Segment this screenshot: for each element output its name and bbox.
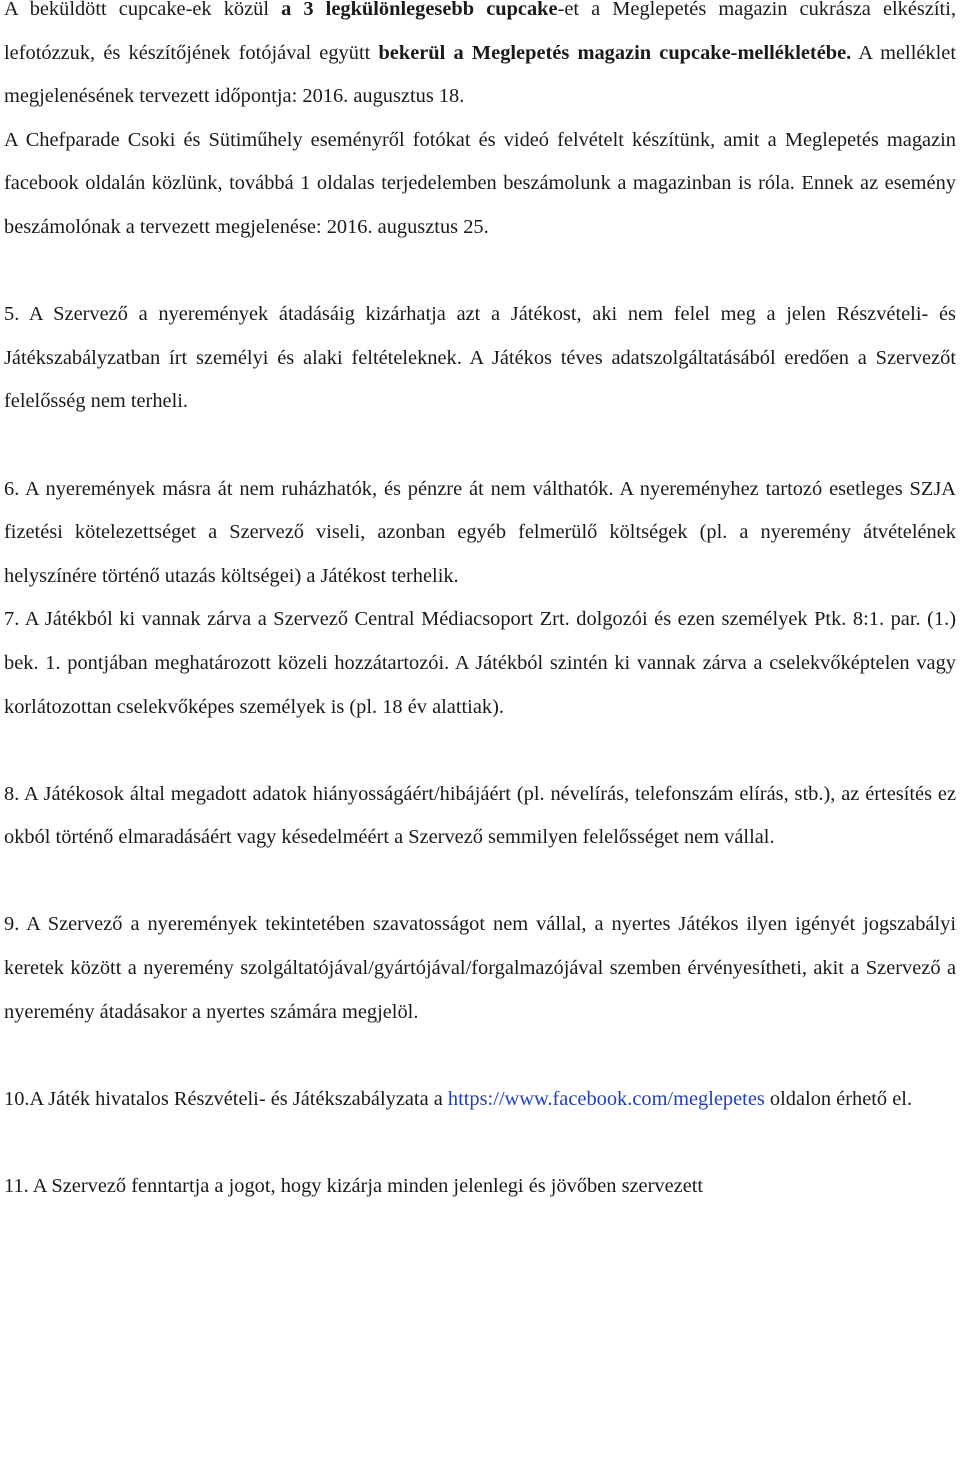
p10-text-1: 10.A Játék hivatalos Részvételi- és Játékszabályzata a — [4, 1087, 448, 1110]
paragraph-gap — [4, 1034, 956, 1078]
paragraph-gap — [4, 250, 956, 294]
paragraph-gap — [4, 424, 956, 468]
document-page — [4, 0, 956, 1209]
paragraph-chefparade: A Chefparade Csoki és Sütiműhely eseményről fotókat és videó felvételt készítünk, amit a Meglepetés magazin facebook oldalán közlünk, továbbá 1 oldalas terjedelemben beszámolunk a magazinban is róla. Ennek az esemény beszámolónak a tervezett megjelenése: 2016. augusztus 25. — [4, 128, 956, 238]
paragraph-gap — [4, 729, 956, 773]
intro-bold-2: bekerül a Meglepetés magazin cupcake-mellékletébe. — [378, 41, 852, 64]
p10-text-2: oldalon érhető el. — [764, 1087, 913, 1110]
intro-text-3: A melléklet megjelenésének tervezett időpontja: 2016. augusztus 18. — [4, 41, 956, 108]
paragraph-intro — [4, 0, 956, 119]
intro-bold-1: a 3 legkülönlegesebb cupcake — [281, 0, 558, 20]
intro-text-1: A beküldött cupcake-ek közül — [4, 0, 282, 20]
paragraph-10 — [4, 1078, 956, 1122]
paragraph-9: 9. A Szervező a nyeremények tekintetében szavatosságot nem vállal, a nyertes Játékos ilyen igényét jogszabályi keretek között a nyeremény szolgáltatójával/gyártójával/forgalmazójával szemben érvényesítheti, akit a Szervező a nyeremény átadásakor a nyertes számára megjelöl. — [4, 913, 956, 1023]
paragraph-5: 5. A Szervező a nyeremények átadásáig kizárhatja azt a Játékost, aki nem felel meg a jelen Részvételi- és Játékszabályzatban írt személyi és alaki feltételeknek. A Játékos téves adatszolgáltatásából eredően a Szervezőt felelősség nem terheli. — [4, 303, 956, 413]
paragraph-gap — [4, 860, 956, 904]
paragraph-11: 11. A Szervező fenntartja a jogot, hogy kizárja minden jelenlegi és jövőben szervezett — [4, 1175, 704, 1198]
paragraph-6: 6. A nyeremények másra át nem ruházhatók, és pénzre át nem válthatók. A nyereményhez tartozó esetleges SZJA fizetési kötelezettséget a Szervező viseli, azonban egyéb felmerülő költségek (pl. a nyeremény átvételének helyszínére történő utazás költségei) a Játékost terhelik. — [4, 477, 956, 587]
paragraph-gap — [4, 1121, 956, 1165]
paragraph-8: 8. A Játékosok által megadott adatok hiányosságáért/hibájáért (pl. névelírás, telefonszám elírás, stb.), az értesítés ez okból történő elmaradásáért vagy késedelméért a Szervező semmilyen felelősséget nem vállal. — [4, 782, 956, 849]
facebook-link[interactable]: https://www.facebook.com/meglepetes — [447, 1087, 765, 1110]
intro-text-2: -et a Meglepetés magazin cukrásza elkészíti, lefotózzuk, és készítőjének fotójával együtt — [4, 0, 956, 64]
paragraph-7: 7. A Játékból ki vannak zárva a Szervező Central Médiacsoport Zrt. dolgozói és ezen személyek Ptk. 8:1. par. (1.) bek. 1. pontjában meghatározott közeli hozzátartozói. A Játékból szintén ki vannak zárva a cselekvőképtelen vagy korlátozottan cselekvőképes személyek is (pl. 18 év alattiak). — [4, 608, 956, 718]
